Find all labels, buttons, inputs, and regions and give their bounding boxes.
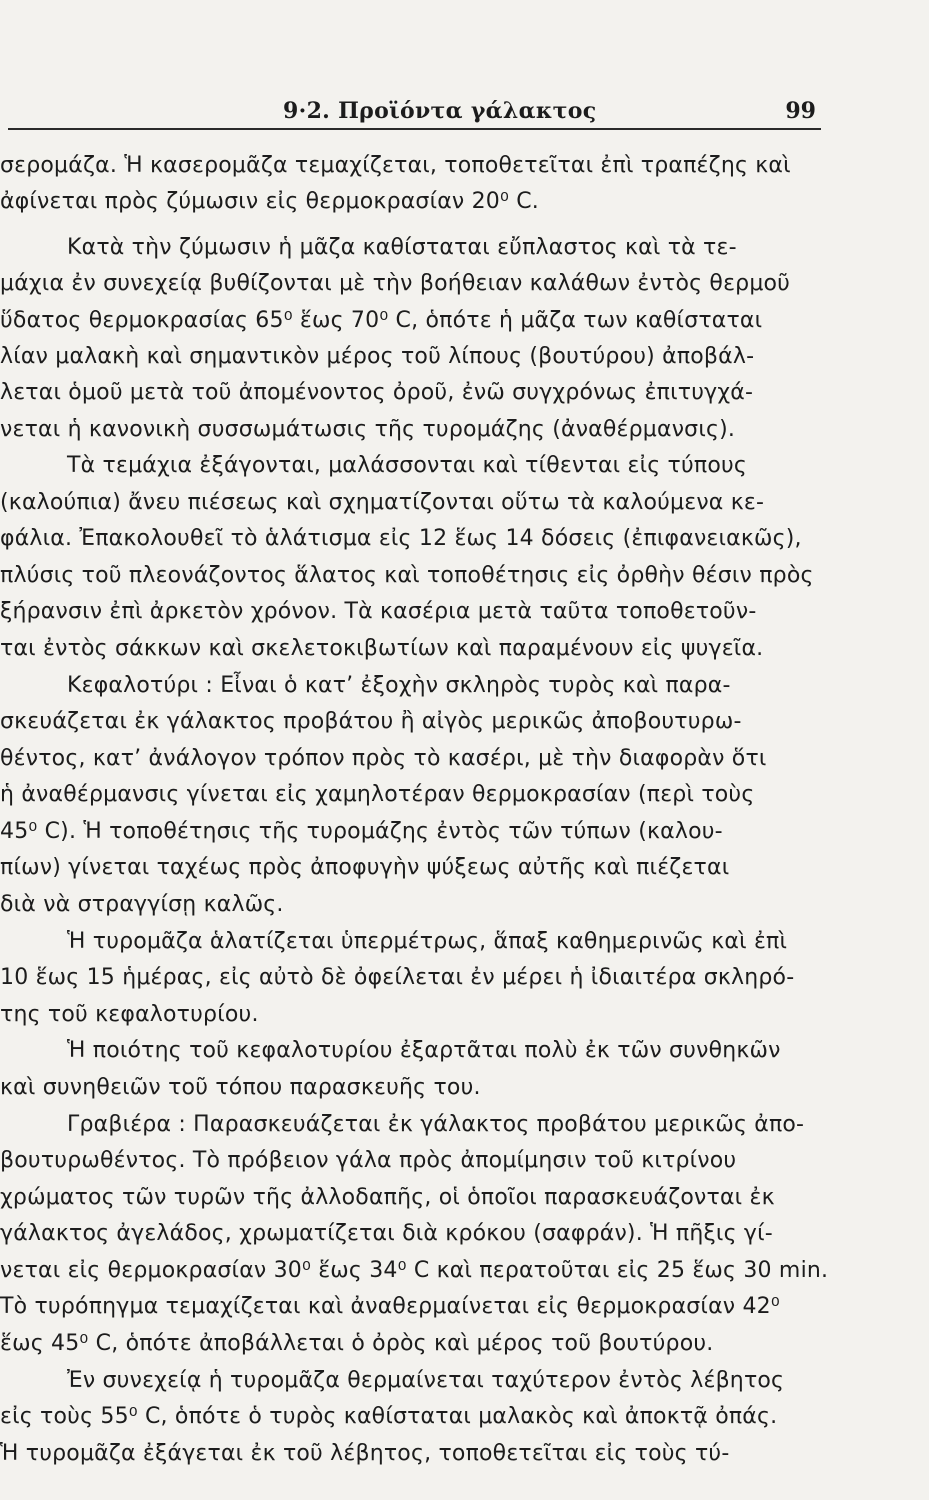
text-line: ται ἐντὸς σάκκων καὶ σκελετοκιβωτίων καὶ παραμένουν εἰς ψυγεῖα. [0,636,764,661]
text-line: νεται εἰς θερμοκρασίαν 30⁰ ἕως 34⁰ C καὶ περατοῦται εἰς 25 ἕως 30 min. [0,1258,829,1283]
text-line: ξήρανσιν ἐπὶ ἀρκετὸν χρόνον. Τὰ κασέρια μετὰ ταῦτα τοποθετοῦν- [0,599,757,624]
text-line: της τοῦ κεφαλοτυρίου. [0,1002,259,1027]
text-line: βουτυρωθέντος. Τὸ πρόβειον γάλα πρὸς ἀπομίμησιν τοῦ κιτρίνου [0,1148,737,1173]
text-line: Τὸ τυρόπηγμα τεμαχίζεται καὶ ἀναθερμαίνεται εἰς θερμοκρασίαν 42⁰ [0,1294,780,1319]
text-line: 10 ἕως 15 ἡμέρας, εἰς αὐτὸ δὲ ὀφείλεται ἐν μέρει ἡ ἰδιαιτέρα σκληρό- [0,965,795,990]
page-number: 99 [785,98,816,124]
text-line: σκευάζεται ἐκ γάλακτος προβάτου ἢ αἰγὸς μερικῶς ἀποβουτυρω- [0,709,742,734]
text-line: (καλούπια) ἄνευ πιέσεως καὶ σχηματίζονται οὕτω τὰ καλούμενα κε- [0,490,765,515]
text-line: θέντος, κατ’ ἀνάλογον τρόπον πρὸς τὸ κασέρι, μὲ τὴν διαφορὰν ὅτι [0,746,767,771]
text-line: Κατὰ τὴν ζύμωσιν ἡ μᾶζα καθίσταται εὔπλαστος καὶ τὰ τε- [67,235,737,260]
text-line: εἰς τοὺς 55⁰ C, ὁπότε ὁ τυρὸς καθίσταται μαλακὸς καὶ ἀποκτᾷ ὀπάς. [0,1404,778,1429]
text-line: σερομάζα. Ἡ κασερομᾶζα τεμαχίζεται, τοποθετεῖται ἐπὶ τραπέζης καὶ [0,153,791,178]
text-line: Ἐν συνεχείᾳ ἡ τυρομᾶζα θερμαίνεται ταχύτερον ἐντὸς λέβητος [67,1368,785,1393]
text-line: Ἡ τυρομᾶζα ἁλατίζεται ὑπερμέτρως, ἅπαξ καθημερινῶς καὶ ἐπὶ [67,929,788,954]
text-line: γάλακτος ἀγελάδος, χρωματίζεται διὰ κρόκου (σαφράν). Ἡ πῆξις γί- [0,1221,773,1246]
text-line: ἀφίνεται πρὸς ζύμωσιν εἰς θερμοκρασίαν 20⁰ C. [0,189,539,214]
text-line: πλύσις τοῦ πλεονάζοντος ἅλατος καὶ τοποθέτησις εἰς ὀρθὴν θέσιν πρὸς [0,563,814,588]
text-line: ἕως 45⁰ C, ὁπότε ἀποβάλλεται ὁ ὀρὸς καὶ μέρος τοῦ βουτύρου. [0,1331,714,1356]
text-line: Τὰ τεμάχια ἐξάγονται, μαλάσσονται καὶ τίθενται εἰς τύπους [67,453,748,478]
text-line: χρώματος τῶν τυρῶν τῆς ἀλλοδαπῆς, οἱ ὁποῖοι παρασκευάζονται ἐκ [0,1185,775,1210]
text-line: νεται ἡ κανονικὴ συσσωμάτωσις τῆς τυρομάζης (ἀναθέρμανσις). [0,417,736,442]
text-line: Ἡ ποιότης τοῦ κεφαλοτυρίου ἐξαρτᾶται πολὺ ἐκ τῶν συνθηκῶν [67,1038,781,1063]
text-line: διὰ νὰ στραγγίσῃ καλῶς. [0,892,284,917]
text-line: 45⁰ C). Ἡ τοποθέτησις τῆς τυρομάζης ἐντὸς τῶν τύπων (καλου- [0,819,723,844]
text-line: ἡ ἀναθέρμανσις γίνεται εἰς χαμηλοτέραν θερμοκρασίαν (περὶ τοὺς [0,782,755,807]
text-line: Γραβιέρα : Παρασκευάζεται ἐκ γάλακτος προβάτου μερικῶς ἀπο- [67,1112,805,1137]
text-line: λεται ὁμοῦ μετὰ τοῦ ἀπομένοντος ὀροῦ, ἐνῶ συγχρόνως ἐπιτυγχά- [0,380,754,405]
running-header [0,98,929,128]
text-line: καὶ συνηθειῶν τοῦ τόπου παρασκευῆς του. [0,1075,481,1100]
text-line: μάχια ἐν συνεχείᾳ βυθίζονται μὲ τὴν βοήθειαν καλάθων ἐντὸς θερμοῦ [0,271,791,296]
text-line: ὕδατος θερμοκρασίας 65⁰ ἕως 70⁰ C, ὁπότε ἡ μᾶζα των καθίσταται [0,308,763,333]
text-line: πίων) γίνεται ταχέως πρὸς ἀποφυγὴν ψύξεως αὐτῆς καὶ πιέζεται [0,855,730,880]
chapter-heading: 9·2. Προϊόντα γάλακτος [283,98,597,124]
text-line: Κεφαλοτύρι : Εἶναι ὁ κατ’ ἐξοχὴν σκληρὸς τυρὸς καὶ παρα- [67,673,731,698]
text-line: Ἡ τυρομᾶζα ἐξάγεται ἐκ τοῦ λέβητος, τοποθετεῖται εἰς τοὺς τύ- [0,1441,730,1466]
text-line: λίαν μαλακὴ καὶ σημαντικὸν μέρος τοῦ λίπους (βουτύρου) ἀποβάλ- [0,344,755,369]
text-line: φάλια. Ἐπακολουθεῖ τὸ ἁλάτισμα εἰς 12 ἕως 14 δόσεις (ἐπιφανειακῶς), [0,526,802,551]
header-rule [8,128,821,130]
